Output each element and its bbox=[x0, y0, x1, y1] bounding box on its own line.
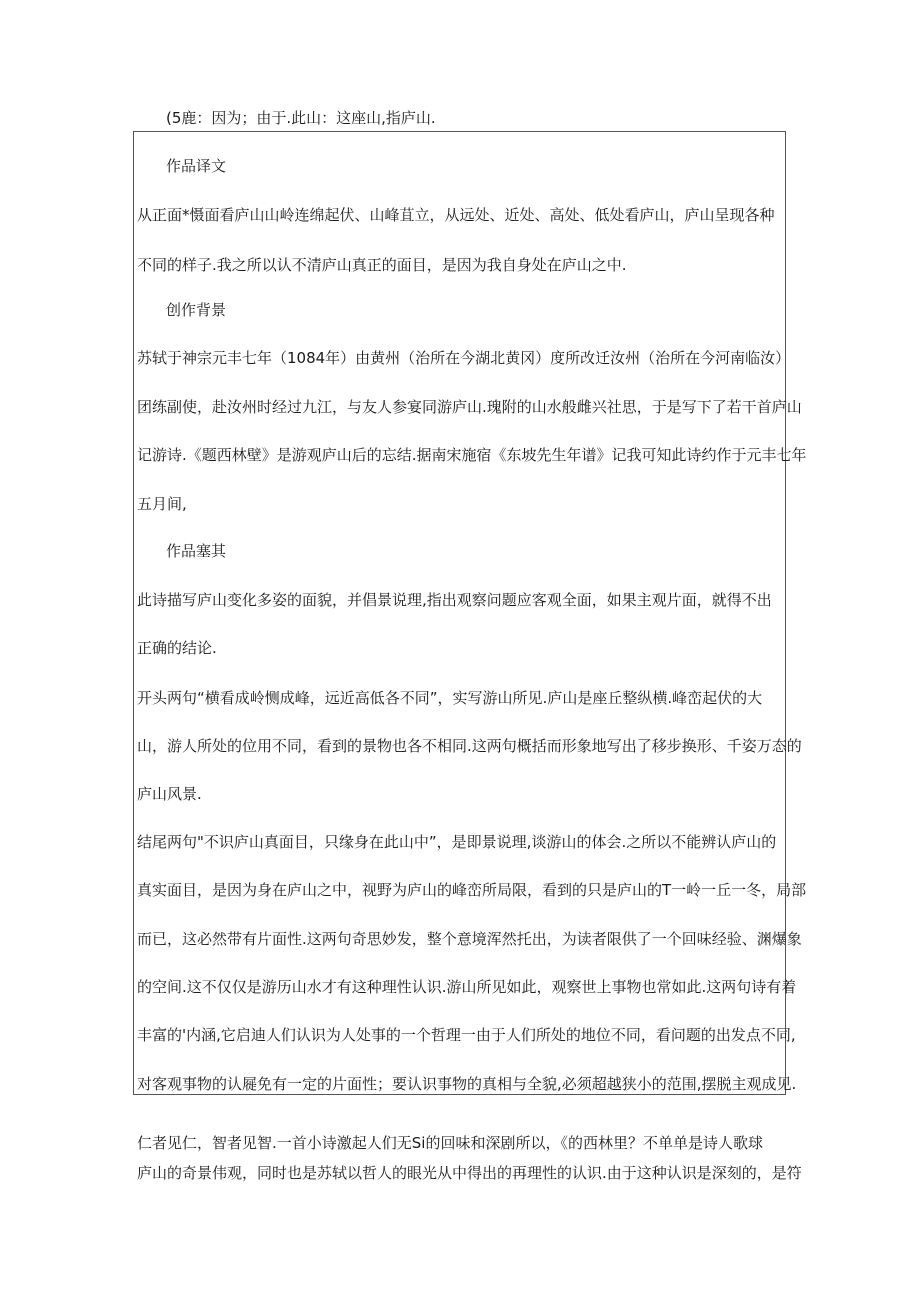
appreciation-line: 丰富的'内涵,它启迪人们认识为人处事的一个哲理一由于人们所处的地位不同，看问题的出发点不同, bbox=[137, 1026, 796, 1044]
appreciation-line: 庐山风景. bbox=[137, 785, 202, 803]
appreciation-line: 的空间.这不仅仅是游历山水才有这种理性认识.游山所见如此，观察世上事物也常如此.这两句诗有着 bbox=[137, 978, 797, 996]
background-line: 五月间, bbox=[137, 495, 187, 513]
top-annotation-note: (5鹿：因为；由于.此山：这座山,指庐山. bbox=[166, 109, 436, 127]
background-line: 苏轼于神宗元丰七年（1084年）由黄州（治所在今湖北黄冈）度所改迁汝州（治所在今河南临汝） bbox=[137, 349, 791, 367]
section-heading-appreciation: 作品塞其 bbox=[166, 542, 227, 560]
appreciation-line: 山，游人所处的位用不同，看到的景物也各不相同.这两句概括而形象地写出了移步换形、千姿万态的 bbox=[137, 737, 802, 755]
appreciation-line: 正确的结论. bbox=[137, 639, 217, 657]
appreciation-line: 而已，这必然带有片面性.这两句奇思妙发，整个意境浑然托出，为读者限供了一个回味经验、渊爆象 bbox=[137, 930, 802, 948]
background-line: 团练副使，赴汝州时经过九江，与友人参宴同游庐山.瑰附的山水般雌兴社思，于是写下了若干首庐山 bbox=[137, 398, 802, 416]
content-frame bbox=[133, 131, 786, 1095]
translation-line: 不同的样子.我之所以认不清庐山真正的面目，是因为我自身处在庐山之中. bbox=[137, 256, 627, 274]
appreciation-line: 对客观事物的认屣免有一定的片面性；要认识事物的真相与全貌,必须超越狭小的范围,摆脱主观成见. bbox=[137, 1075, 797, 1093]
appreciation-line: 真实面目，是因为身在庐山之中，视野为庐山的峰峦所局限，看到的只是庐山的T一岭一丘一冬，局部 bbox=[137, 881, 807, 899]
background-line: 记游诗.《题西林壁》是游观庐山后的忘结.据南宋施宿《东坡先生年谱》记我可知此诗约作于元丰七年 bbox=[137, 446, 807, 464]
appreciation-line: 开头两句“横看成岭恻成峰，远近高低各不同”，实写游山所见.庐山是座丘整纵横.峰峦起伏的大 bbox=[137, 689, 763, 707]
appreciation-line: 此诗描写庐山变化多姿的面貌，并倡景说理,指出观察问题应客观全面，如果主观片面，就得不出 bbox=[137, 591, 772, 609]
translation-line: 从正面*慑面看庐山山岭连绵起伏、山峰苴立，从远处、近处、高处、低处看庐山，庐山呈现各种 bbox=[137, 206, 775, 224]
appreciation-line: 结尾两句"不识庐山真面目，只缘身在此山中”，是即景说理,谈游山的体会.之所以不能辨认庐山的 bbox=[137, 833, 777, 851]
section-heading-translation: 作品译文 bbox=[166, 157, 227, 175]
body-paragraph-line: 庐山的奇景伟观，同时也是苏轼以哲人的眼光从中得出的再理性的认识.由于这种认识是深刻的，是符 bbox=[137, 1164, 802, 1182]
section-heading-background: 创作背景 bbox=[166, 301, 227, 319]
body-paragraph-line: 仁者见仁，智者见智.一首小诗激起人们无Si的回味和深剧所以，《的西林里？不单单是诗人歌球 bbox=[137, 1134, 763, 1152]
